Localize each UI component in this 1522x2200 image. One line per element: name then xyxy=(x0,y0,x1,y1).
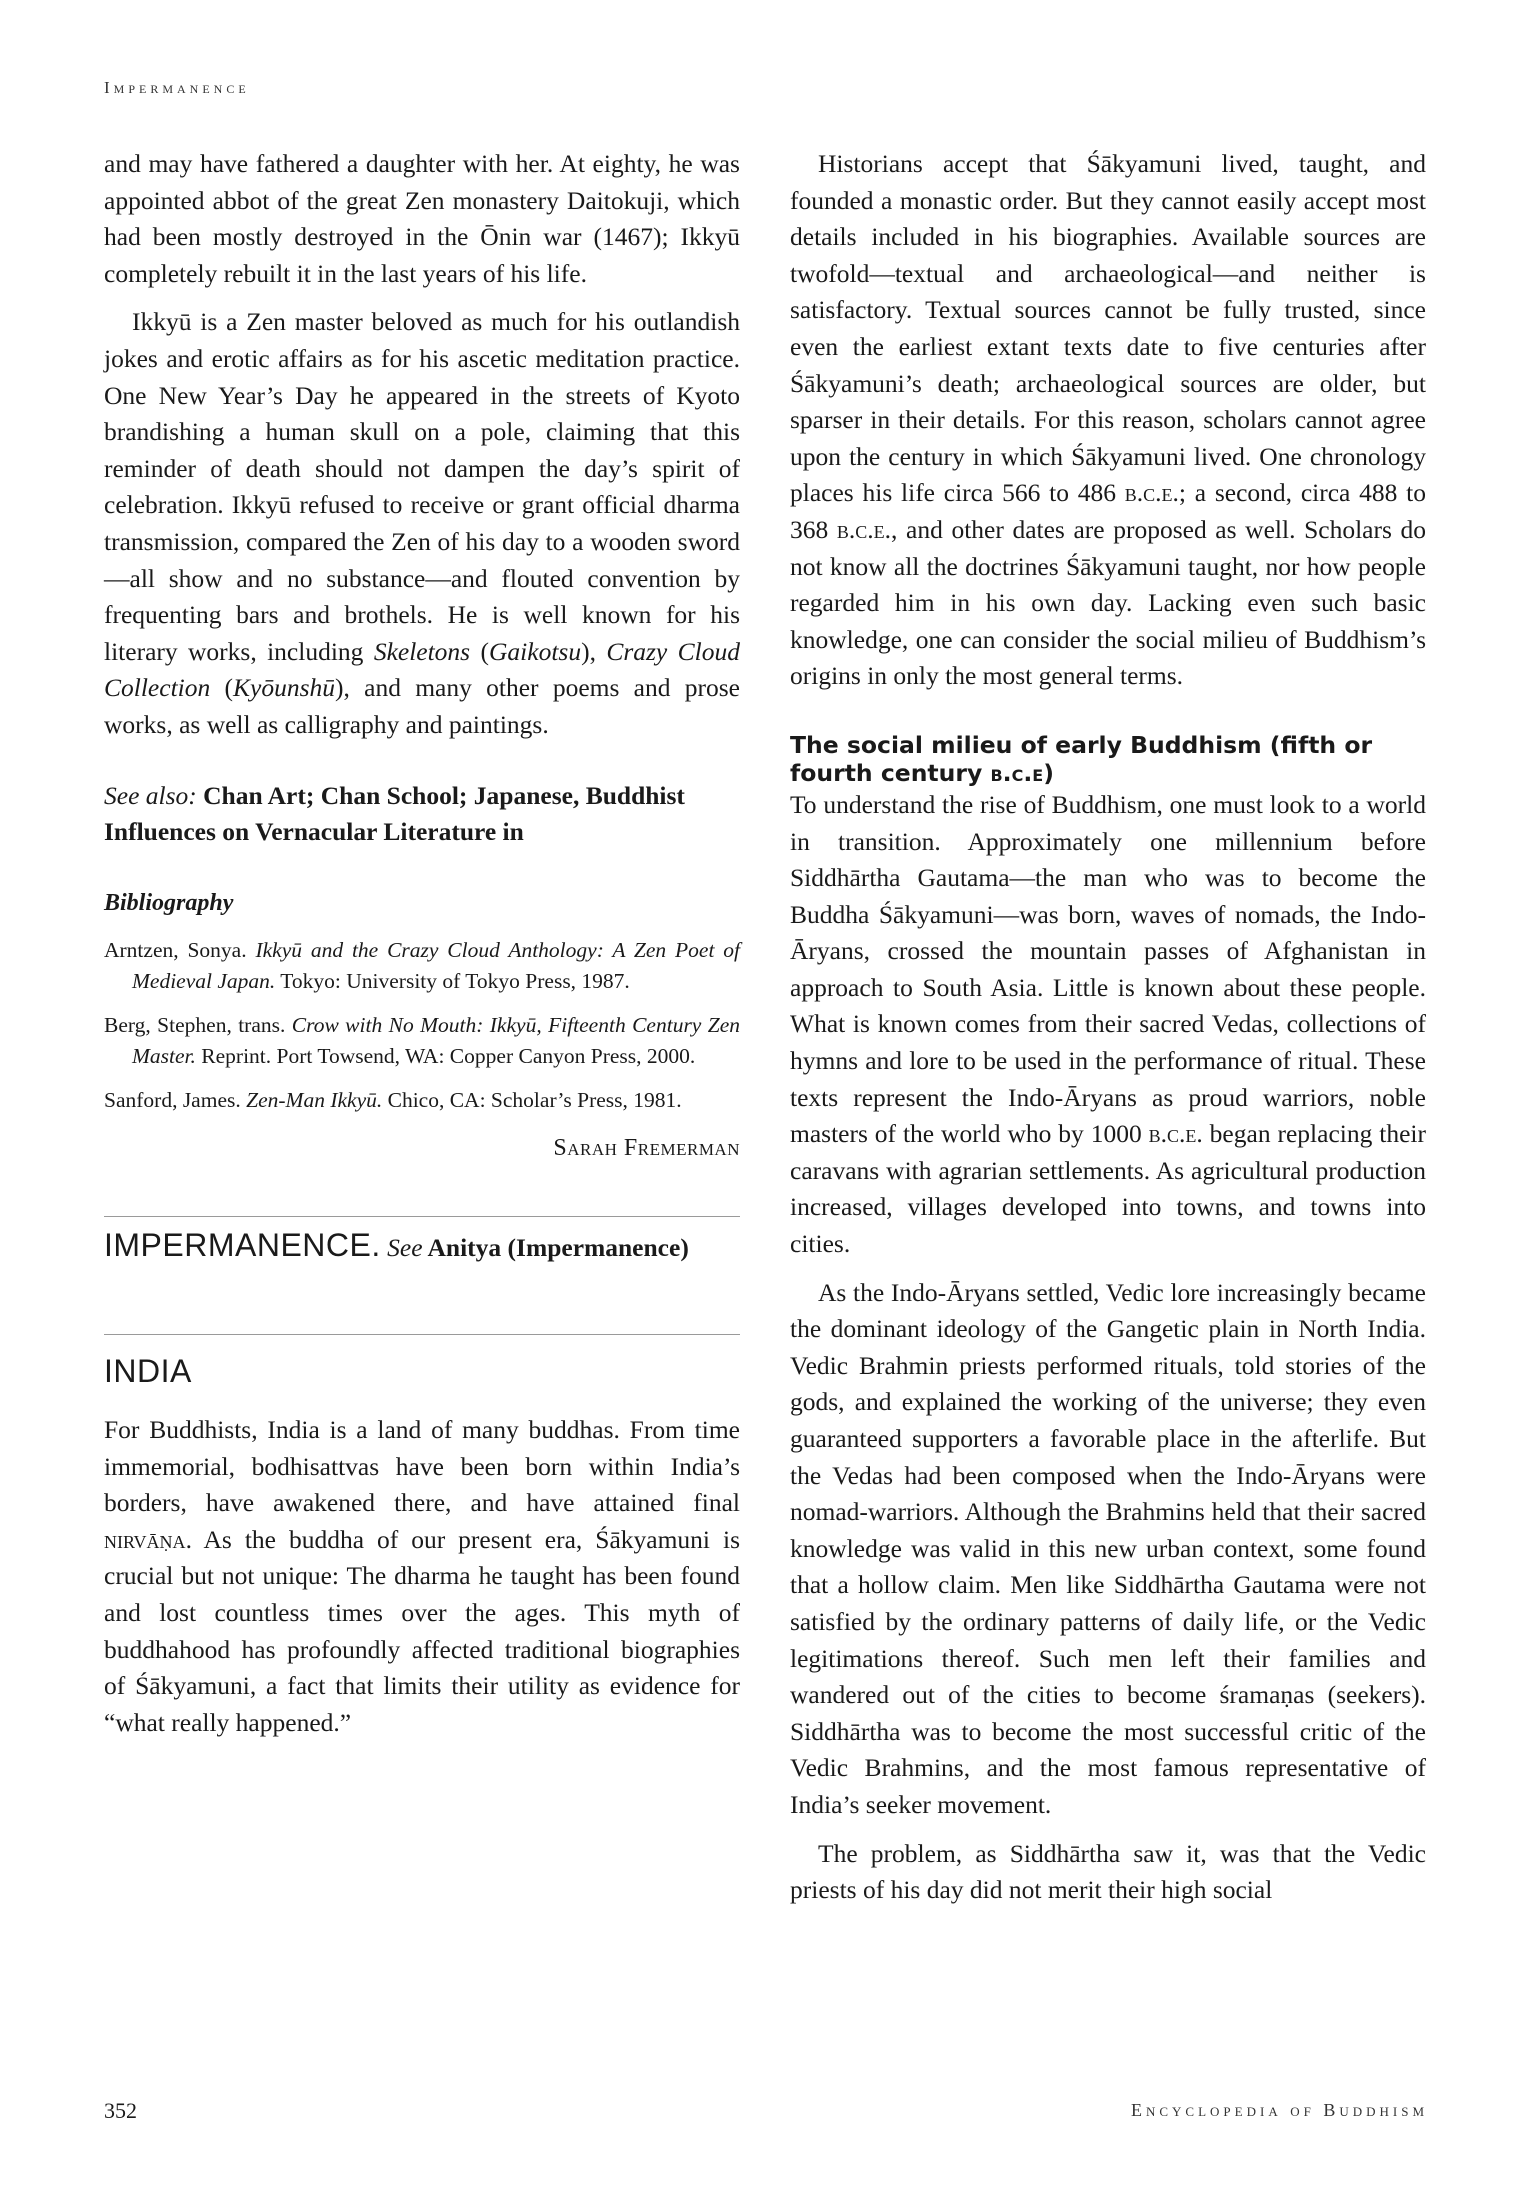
entry-divider xyxy=(104,1216,740,1217)
paragraph: As the Indo-Āryans settled, Vedic lore increasingly became the dominant ideology of the Gangetic plain in North India. Vedic Brahmin priests performed rituals, told stories of the gods, and explained the working of the universe; they even guaranteed supporters a favorable place in the afterlife. But the Vedas had been composed when the Indo-Āryans were nomad-warriors. Although the Brahmins held that their sacred knowledge was valid in this new urban context, some found that a hollow claim. Men like Siddhārtha Gautama were not satisfied by the ordinary patterns of daily life, or the Vedic legitimations thereof. Such men left their families and wandered out of the cities to become śramaṇas (seekers). Siddhārtha was to become the most successful critic of the Vedic Brahmins, and the most famous representative of India’s seeker movement. xyxy=(790,1277,1426,1819)
section-heading: The social milieu of early Buddhism (fifth or fourth century b.c.e) xyxy=(790,730,1373,787)
article-author: Sarah Fremerman xyxy=(553,1134,740,1161)
see-also-refs[interactable]: Chan Art; Chan School; Japanese, Buddhist Influences on Vernacular Literature in xyxy=(104,780,685,847)
running-head: Impermanence xyxy=(104,78,250,97)
paragraph: For Buddhists, India is a land of many buddhas. From time immemorial, bodhisattvas have been born within India’s borders, have awakened there, and have attained final nirvāṇa. As the buddha of our present era, Śākyamuni is crucial but not unique: The dharma he taught has been found and lost countless times over the ages. This myth of buddhahood has profoundly affected traditional biographies of Śākyamuni, a fact that limits their utility as evidence for “what really happened.” xyxy=(104,1414,740,1737)
impermanence-entry: IMPERMANENCE. See Anitya (Impermanence) xyxy=(104,1227,689,1264)
page-number: 352 xyxy=(104,2098,137,2123)
bibliography-entry: Berg, Stephen, trans. Crow with No Mouth: Ikkyū, Fifteenth Century Zen Master. Reprint. Port Towsend, WA: Copper Canyon Press, 2000. xyxy=(104,1013,740,1068)
see-also: See also: Chan Art; Chan School; Japanese, Buddhist Influences on Vernacular Literature in xyxy=(104,780,685,847)
entry-title: IMPERMANENCE. xyxy=(104,1227,381,1264)
cross-reference[interactable]: Anitya (Impermanence) xyxy=(422,1233,689,1263)
bibliography-entry: Arntzen, Sonya. Ikkyū and the Crazy Cloud Anthology: A Zen Poet of Medieval Japan. Tokyo: University of Tokyo Press, 1987. xyxy=(104,938,740,993)
paragraph: To understand the rise of Buddhism, one must look to a world in transition. Approximately one millennium before Siddhārtha Gautama—the man who was to become the Buddha Śākyamuni—was born, waves of nomads, the Indo-Āryans, crossed the mountain passes of Afghanistan in approach to South Asia. Little is known about these people. What is known comes from their sacred Vedas, collections of hymns and lore to be used in the performance of ritual. These texts represent the Indo-Āryans as proud warriors, noble masters of the world who by 1000 b.c.e. began replacing their caravans with agrarian settlements. As agricultural production increased, villages developed into towns, and towns into cities. xyxy=(790,789,1426,1259)
right-column xyxy=(790,146,1426,1909)
running-foot: Encyclopedia of Buddhism xyxy=(1130,2100,1428,2120)
left-column xyxy=(104,146,740,1741)
paragraph: Historians accept that Śākyamuni lived, taught, and founded a monastic order. But they cannot easily accept most details included in his biographies. Available sources are twofold—textual and archaeological—and neither is satisfactory. Textual sources cannot be fully trusted, since even the earliest extant texts date to five centuries after Śākyamuni’s death; archaeological sources are older, but sparser in their details. For this reason, scholars cannot agree upon the century in which Śākyamuni lived. One chronology places his life circa 566 to 486 b.c.e.; a second, circa 488 to 368 b.c.e., and other dates are proposed as well. Scholars do not know all the doctrines Śākyamuni taught, nor how people regarded him in his own day. Lacking even such basic knowledge, one can consider the social milieu of Buddhism’s origins in only the most general terms. xyxy=(790,149,1427,691)
bibliography-heading: Bibliography xyxy=(104,889,234,916)
cross-reference[interactable]: nirvāṇa xyxy=(104,1524,186,1554)
paragraph: and may have fathered a daughter with her. At eighty, he was appointed abbot of the great Zen monastery Daitokuji, which had been mostly destroyed in the Ōnin war (1467); Ikkyū completely rebuilt it in the last years of his life. xyxy=(104,149,740,288)
bibliography-entry: Sanford, James. Zen-Man Ikkyū. Chico, CA: Scholar’s Press, 1981. xyxy=(104,1088,682,1113)
paragraph: The problem, as Siddhārtha saw it, was that the Vedic priests of his day did not merit their high social xyxy=(790,1838,1426,1905)
entry-title-india: INDIA xyxy=(104,1353,192,1390)
paragraph: Ikkyū is a Zen master beloved as much for his outlandish jokes and erotic affairs as for his ascetic meditation practice. One New Year’s Day he appeared in the streets of Kyoto brandishing a human skull on a pole, claiming that this reminder of death should not dampen the day’s spirit of celebration. Ikkyū refused to receive or grant official dharma transmission, compared the Zen of his day to a wooden sword—all show and no substance—and flouted convention by frequenting bars and brothels. He is well known for his literary works, including Skeletons (Gaikotsu), Crazy Cloud Collection (Kyōunshū), and many other poems and prose works, as well as calligraphy and paintings. xyxy=(104,307,740,739)
entry-divider xyxy=(104,1334,740,1335)
